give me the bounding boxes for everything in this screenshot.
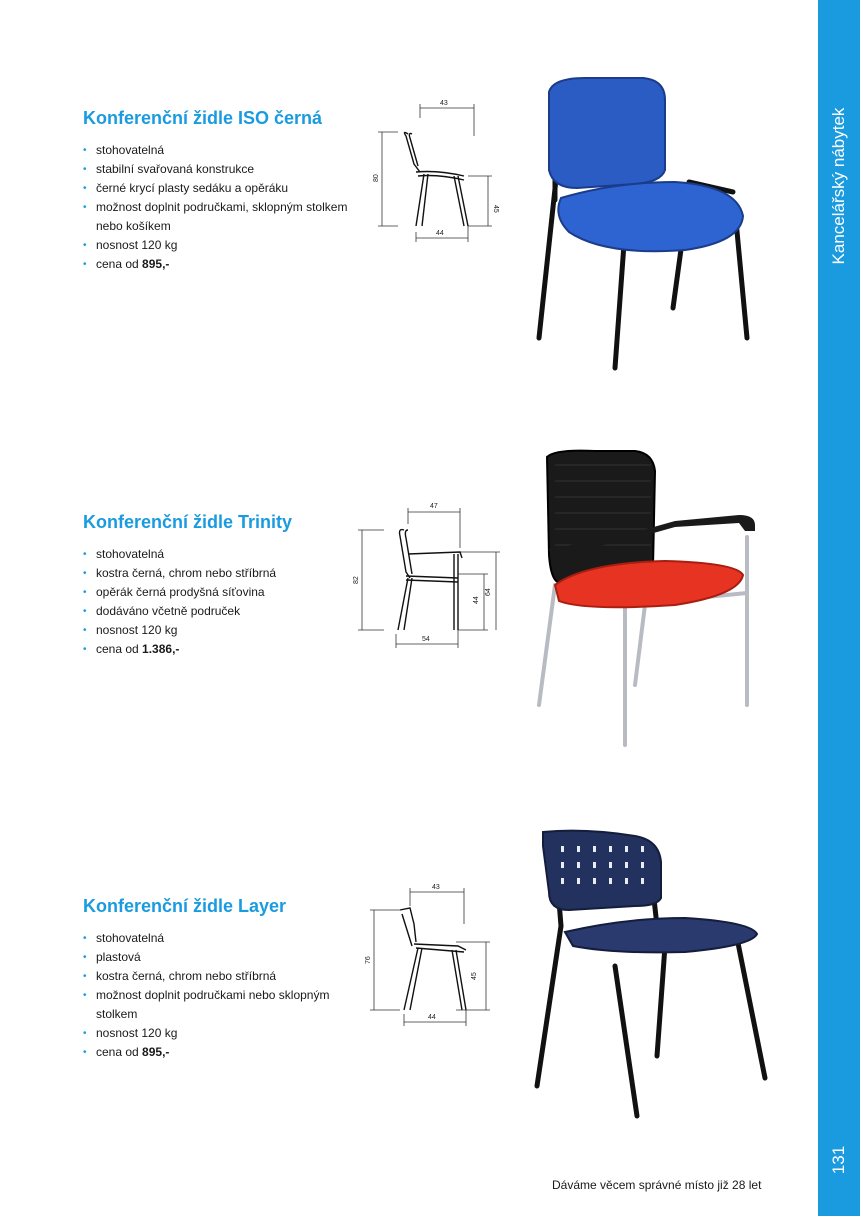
sidebar-title: Kancelářský nábytek: [829, 107, 848, 265]
product-title: Konferenční židle ISO černá: [83, 108, 323, 128]
feature-item: • černé krycí plasty sedáku a opěráku: [83, 179, 373, 198]
price-value: 1.386,-: [142, 642, 180, 656]
product-title: Konferenční židle Layer: [83, 896, 287, 916]
feature-item: • stabilní svařovaná konstrukce: [83, 160, 373, 179]
product-iso: [83, 108, 373, 274]
price-item: [83, 255, 373, 274]
price-item: [83, 1043, 373, 1062]
dimension-diagram-layer: [360, 880, 500, 1032]
feature-list: [83, 141, 373, 274]
feature-item: • nosnost 120 kg: [83, 1024, 373, 1043]
feature-item: • dodáváno včetně područek: [83, 602, 373, 621]
feature-item: • kostra černá, chrom nebo stříbrná: [83, 564, 373, 583]
feature-item: • stohovatelná: [83, 929, 373, 948]
feature-item: • možnost doplnit područkami, sklopným stolkem nebo košíkem: [83, 198, 373, 236]
feature-item: • plastová: [83, 948, 373, 967]
price-prefix: cena od: [96, 642, 143, 656]
feature-item: • stohovatelná: [83, 545, 373, 564]
dim-depth: 54: [422, 636, 430, 643]
product-trinity: [83, 512, 373, 659]
feature-item: • nosnost 120 kg: [83, 621, 373, 640]
dim-height: 82: [353, 576, 360, 584]
dim-depth: 44: [436, 230, 444, 237]
price-prefix: cena od: [96, 1045, 143, 1059]
dimension-diagram-trinity: [350, 498, 506, 650]
dim-width: 43: [432, 884, 440, 891]
dim-width: 47: [430, 503, 438, 510]
price-item: [83, 640, 373, 659]
dim-seat-height: 44: [473, 596, 480, 604]
chair-photo-iso: [525, 70, 755, 380]
footer-slogan: Dáváme věcem správné místo již 28 let: [552, 1178, 762, 1192]
dimension-diagram-iso: [368, 96, 508, 248]
page-number: 131: [829, 1145, 848, 1175]
price-prefix: cena od: [96, 257, 143, 271]
feature-list: [83, 929, 373, 1062]
feature-item: • kostra černá, chrom nebo stříbrná: [83, 967, 373, 986]
chair-photo-trinity: [525, 445, 765, 755]
dim-height: 80: [373, 174, 380, 182]
dim-seat-height: 45: [492, 205, 499, 213]
dim-height: 76: [365, 956, 372, 964]
feature-item: • nosnost 120 kg: [83, 236, 373, 255]
dim-width: 43: [440, 100, 448, 107]
price-value: 895,-: [142, 1045, 170, 1059]
product-layer: [83, 896, 373, 1062]
feature-item: • opěrák černá prodyšná síťovina: [83, 583, 373, 602]
chair-photo-layer: [525, 826, 775, 1126]
feature-item: • možnost doplnit područkami nebo sklopným stolkem: [83, 986, 373, 1024]
dim-depth: 44: [428, 1014, 436, 1021]
product-title: Konferenční židle Trinity: [83, 512, 293, 532]
feature-item: • stohovatelná: [83, 141, 373, 160]
dim-seat-height: 45: [471, 972, 478, 980]
dim-armrest-height: 64: [485, 588, 492, 596]
price-value: 895,-: [142, 257, 170, 271]
feature-list: [83, 545, 373, 659]
